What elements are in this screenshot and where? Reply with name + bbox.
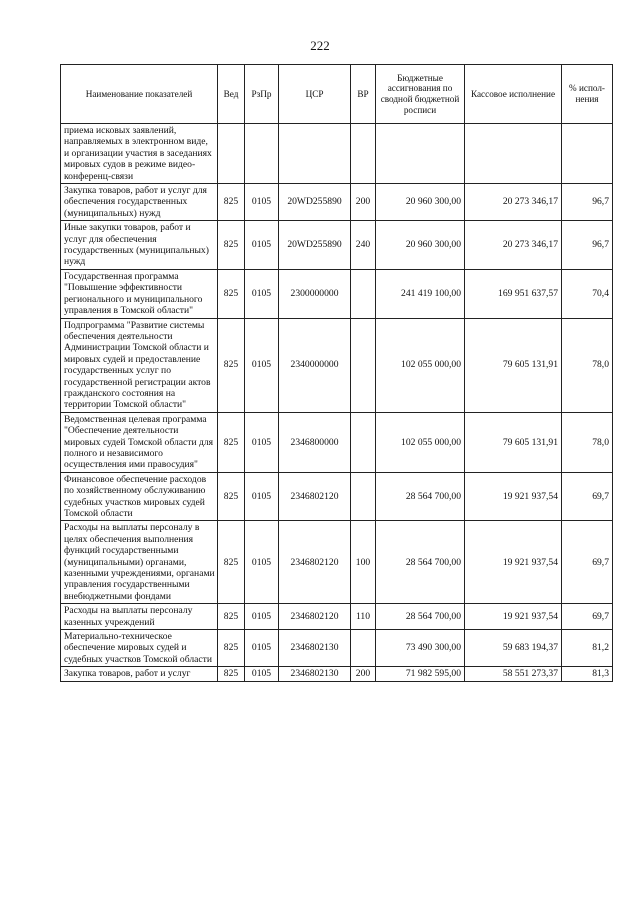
cell-rzpr: 0105 — [245, 472, 279, 521]
cell-csr — [279, 124, 351, 184]
header-cash: Кассовое исполнение — [465, 65, 562, 124]
cell-name: Закупка товаров, работ и услуг для обеспечения государственных (муниципальных) нужд — [61, 184, 218, 221]
cell-vr: 100 — [351, 521, 376, 604]
table-row — [61, 269, 613, 318]
table-row — [61, 667, 613, 681]
cell-cash: 169 951 637,57 — [465, 269, 562, 318]
cell-budget: 28 564 700,00 — [376, 521, 465, 604]
cell-cash: 20 273 346,17 — [465, 184, 562, 221]
cell-csr: 20WD255890 — [279, 221, 351, 270]
cell-ved: 825 — [218, 630, 245, 667]
cell-percent: 81,2 — [562, 630, 613, 667]
cell-csr: 2346802130 — [279, 667, 351, 681]
cell-rzpr: 0105 — [245, 412, 279, 472]
cell-budget: 28 564 700,00 — [376, 472, 465, 521]
table-row — [61, 521, 613, 604]
cell-ved: 825 — [218, 667, 245, 681]
cell-cash: 19 921 937,54 — [465, 521, 562, 604]
cell-csr: 2346802120 — [279, 472, 351, 521]
cell-percent: 96,7 — [562, 184, 613, 221]
cell-percent: 69,7 — [562, 472, 613, 521]
cell-cash — [465, 124, 562, 184]
cell-csr: 2340000000 — [279, 318, 351, 412]
cell-cash: 20 273 346,17 — [465, 221, 562, 270]
cell-vr: 200 — [351, 667, 376, 681]
cell-budget: 20 960 300,00 — [376, 184, 465, 221]
table-row — [61, 630, 613, 667]
cell-percent — [562, 124, 613, 184]
header-name: Наименование показателей — [61, 65, 218, 124]
cell-name: Расходы на выплаты персоналу в целях обеспечения выполнения функций государственными (муниципальными) органами, казенными учреждениями, органами управления государственными внебюджетными фондами — [61, 521, 218, 604]
cell-budget: 71 982 595,00 — [376, 667, 465, 681]
cell-rzpr: 0105 — [245, 630, 279, 667]
table-row — [61, 472, 613, 521]
header-rzpr: РзПр — [245, 65, 279, 124]
table-row — [61, 124, 613, 184]
cell-name: Финансовое обеспечение расходов по хозяйственному обслуживанию судебных участков мировых судей Томской области — [61, 472, 218, 521]
cell-percent: 78,0 — [562, 412, 613, 472]
cell-rzpr — [245, 124, 279, 184]
cell-cash: 59 683 194,37 — [465, 630, 562, 667]
header-ved: Вед — [218, 65, 245, 124]
cell-budget: 102 055 000,00 — [376, 318, 465, 412]
cell-vr — [351, 472, 376, 521]
cell-ved: 825 — [218, 604, 245, 630]
cell-name: Расходы на выплаты персоналу казенных учреждений — [61, 604, 218, 630]
cell-rzpr: 0105 — [245, 184, 279, 221]
cell-ved: 825 — [218, 184, 245, 221]
cell-rzpr: 0105 — [245, 318, 279, 412]
cell-vr — [351, 318, 376, 412]
cell-ved: 825 — [218, 318, 245, 412]
cell-cash: 79 605 131,91 — [465, 412, 562, 472]
cell-percent: 78,0 — [562, 318, 613, 412]
cell-budget: 28 564 700,00 — [376, 604, 465, 630]
header-vr: ВР — [351, 65, 376, 124]
cell-ved — [218, 124, 245, 184]
cell-budget — [376, 124, 465, 184]
cell-rzpr: 0105 — [245, 667, 279, 681]
cell-csr: 2346802120 — [279, 604, 351, 630]
cell-ved: 825 — [218, 521, 245, 604]
cell-vr: 200 — [351, 184, 376, 221]
cell-rzpr: 0105 — [245, 221, 279, 270]
table-row — [61, 184, 613, 221]
cell-name: Иные закупки товаров, работ и услуг для обеспечения государственных (муниципальных) нужд — [61, 221, 218, 270]
cell-ved: 825 — [218, 269, 245, 318]
cell-csr: 2346802130 — [279, 630, 351, 667]
cell-rzpr: 0105 — [245, 269, 279, 318]
cell-cash: 79 605 131,91 — [465, 318, 562, 412]
cell-vr — [351, 412, 376, 472]
cell-name: Государственная программа "Повышение эффективности регионального и муниципального управления в Томской области" — [61, 269, 218, 318]
header-csr: ЦСР — [279, 65, 351, 124]
cell-name: Закупка товаров, работ и услуг — [61, 667, 218, 681]
cell-rzpr: 0105 — [245, 604, 279, 630]
cell-csr: 2300000000 — [279, 269, 351, 318]
header-budget: Бюджетные ассигнования по сводной бюджетной росписи — [376, 65, 465, 124]
cell-cash: 58 551 273,37 — [465, 667, 562, 681]
page-number: 222 — [310, 38, 330, 53]
cell-vr: 240 — [351, 221, 376, 270]
cell-budget: 241 419 100,00 — [376, 269, 465, 318]
cell-percent: 81,3 — [562, 667, 613, 681]
table-header-row — [61, 65, 613, 124]
table-row — [61, 604, 613, 630]
cell-budget: 20 960 300,00 — [376, 221, 465, 270]
cell-vr: 110 — [351, 604, 376, 630]
table-row — [61, 221, 613, 270]
table-body — [61, 124, 613, 682]
cell-budget: 73 490 300,00 — [376, 630, 465, 667]
table-row — [61, 318, 613, 412]
cell-name: Материально-техническое обеспечение мировых судей и судебных участков Томской области — [61, 630, 218, 667]
cell-vr — [351, 124, 376, 184]
cell-name: Ведомственная целевая программа "Обеспечение деятельности мировых судей Томской области для полного и независимого осуществления ими правосудия" — [61, 412, 218, 472]
cell-ved: 825 — [218, 412, 245, 472]
table-row — [61, 412, 613, 472]
cell-percent: 70,4 — [562, 269, 613, 318]
cell-name: приема исковых заявлений, направляемых в электронном виде, и организации участия в заседаниях мировых судов в режиме видео-конференц-связи — [61, 124, 218, 184]
budget-execution-table — [60, 64, 613, 682]
cell-csr: 2346802120 — [279, 521, 351, 604]
cell-vr — [351, 269, 376, 318]
cell-ved: 825 — [218, 472, 245, 521]
cell-percent: 96,7 — [562, 221, 613, 270]
cell-rzpr: 0105 — [245, 521, 279, 604]
cell-csr: 20WD255890 — [279, 184, 351, 221]
cell-cash: 19 921 937,54 — [465, 604, 562, 630]
cell-budget: 102 055 000,00 — [376, 412, 465, 472]
cell-cash: 19 921 937,54 — [465, 472, 562, 521]
cell-percent: 69,7 — [562, 604, 613, 630]
cell-percent: 69,7 — [562, 521, 613, 604]
cell-ved: 825 — [218, 221, 245, 270]
cell-vr — [351, 630, 376, 667]
cell-name: Подпрограмма "Развитие системы обеспечения деятельности Администрации Томской области и мировых судей и предоставление государственных услуг по государственной регистрации актов гражданского состояния на территории Томской области" — [61, 318, 218, 412]
cell-csr: 2346800000 — [279, 412, 351, 472]
header-percent: % испол-нения — [562, 65, 613, 124]
